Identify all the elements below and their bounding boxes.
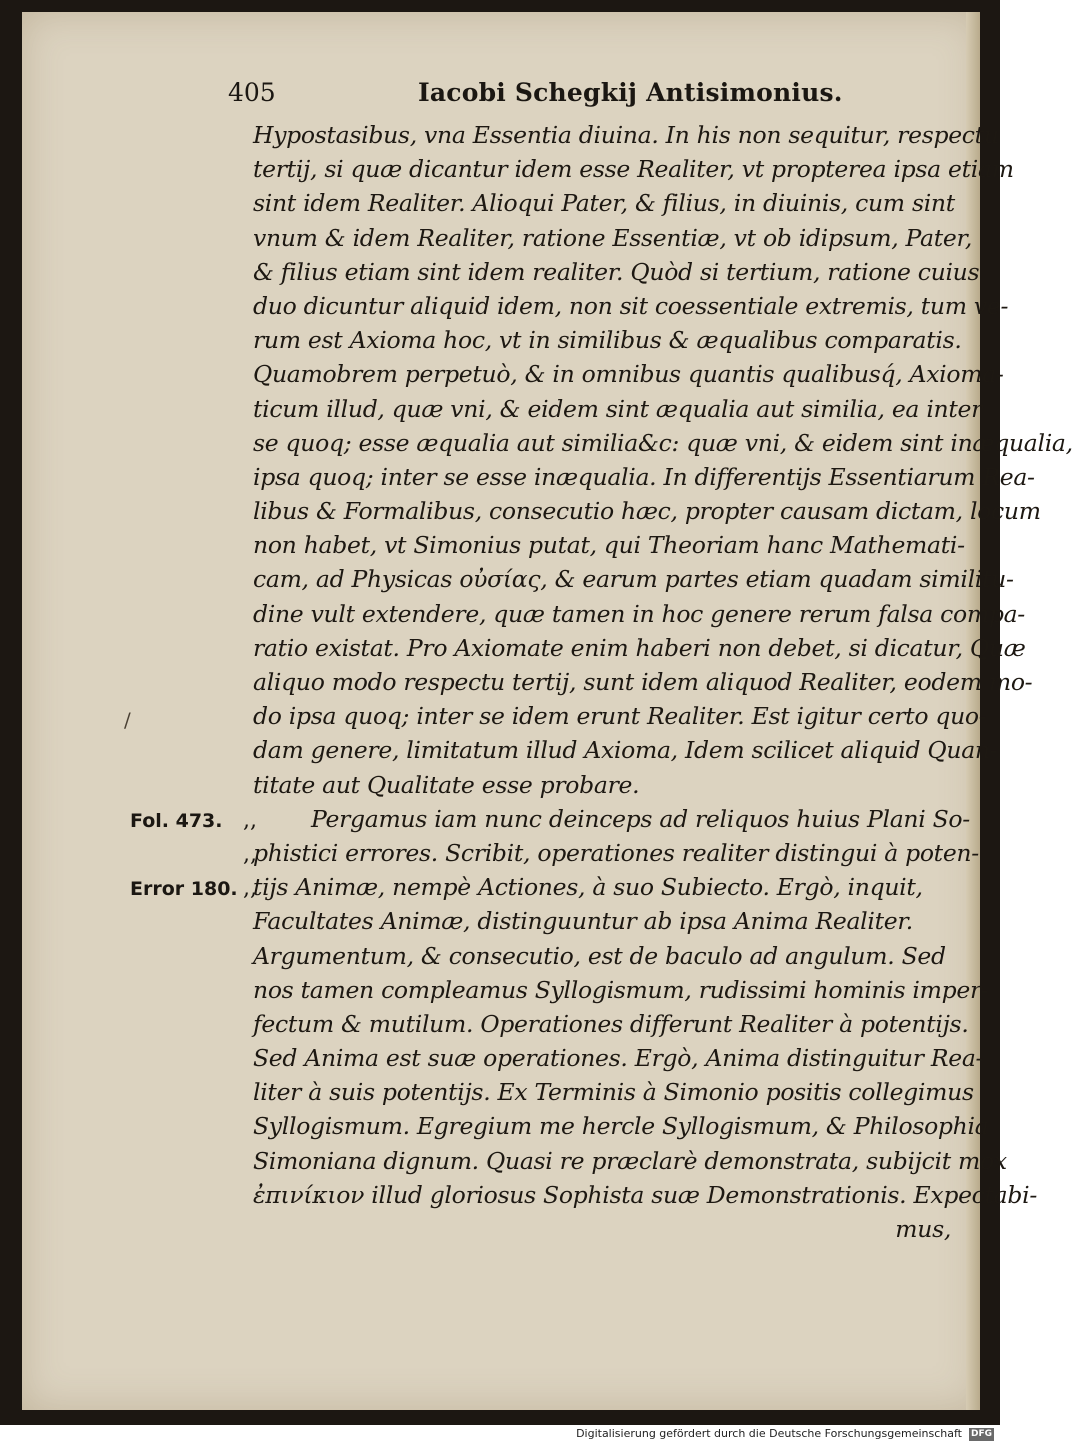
running-title: Iacobi Schegkij Antisimonius.	[418, 78, 843, 107]
text-line: dam genere, limitatum illud Axioma, Idem scilicet aliquid Quan-	[253, 736, 998, 765]
text-line: Hypostasibus, vna Essentia diuina. In his non sequitur, respectu	[253, 121, 999, 149]
text-line: phistici errores. Scribit, operationes realiter distingui à poten-	[253, 838, 979, 867]
text-line: ipsa quoq; inter se esse inæqualia. In differentijs Essentiarum Rea-	[253, 462, 1035, 491]
text-line: Facultates Animæ, distinguuntur ab ipsa Anima Realiter.	[253, 907, 913, 936]
text-line: liter à suis potentijs. Ex Terminis à Simonio positis collegimus	[253, 1078, 974, 1107]
text-line: titate aut Qualitate esse probare.	[253, 770, 640, 799]
dfg-logo: DFG	[970, 1429, 992, 1439]
text-line: libus & Formalibus, consecutio hæc, propter causam dictam, locum	[253, 497, 1041, 526]
page-number: 405	[228, 78, 276, 107]
text-line: mus,	[895, 1215, 951, 1243]
text-line: dine vult extendere, quæ tamen in hoc genere rerum falsa compa-	[253, 599, 1025, 628]
footer-bar	[0, 1425, 1000, 1445]
text-line: non habet, vt Simonius putat, qui Theoriam hanc Mathemati-	[253, 531, 965, 560]
text-line: Pergamus iam nunc deinceps ad reliquos huius Plani So-	[311, 804, 970, 833]
text-line: do ipsa quoq; inter se idem erunt Realiter. Est igitur certo quo-	[253, 702, 987, 731]
margin-note-error: Error 180.	[130, 878, 238, 900]
text-line: & filius etiam sint idem realiter. Quòd si tertium, ratione cuius	[253, 257, 980, 286]
text-line: ticum illud, quæ vni, & eidem sint æqualia aut similia, ea inter	[253, 394, 983, 423]
text-line: rum est Axioma hoc, vt in similibus & æqualibus comparatis.	[253, 326, 962, 355]
text-line: ratio existat. Pro Axiomate enim haberi non debet, si dicatur, Quæ	[253, 633, 1026, 662]
text-line: Simoniana dignum. Quasi re præclarè demonstrata, subijcit mox	[253, 1146, 1007, 1175]
text-line: nos tamen compleamus Syllogismum, rudissimi hominis imper-	[253, 975, 989, 1004]
text-line: sint idem Realiter. Alioqui Pater, & filius, in diuinis, cum sint	[253, 189, 955, 218]
text-line: Argumentum, & consecutio, est de baculo ad angulum. Sed	[253, 941, 946, 970]
text-line: Syllogismum. Egregium me hercle Syllogismum, & Philosophia	[253, 1112, 989, 1141]
quote-mark: ,,	[243, 876, 257, 901]
text-line: Sed Anima est suæ operationes. Ergò, Anima distinguitur Rea-	[253, 1044, 984, 1073]
quote-mark: ,,	[243, 808, 257, 833]
text-line: cam, ad Physicas οὐσίας, & earum partes etiam quadam similitu-	[253, 565, 1014, 594]
text-line: vnum & idem Realiter, ratione Essentiæ, vt ob idipsum, Pater,	[253, 223, 972, 252]
margin-tick-mark: /	[124, 708, 131, 732]
text-line: tijs Animæ, nempè Actiones, à suo Subiecto. Ergò, inquit,	[253, 873, 923, 902]
quote-mark: ,,	[243, 842, 257, 867]
funding-credit: Digitalisierung gefördert durch die Deutsche Forschungsgemeinschaft	[576, 1427, 962, 1440]
text-line: fectum & mutilum. Operationes differunt Realiter à potentijs.	[253, 1009, 969, 1038]
margin-note-folio: Fol. 473.	[130, 810, 223, 832]
text-line: se quoq; esse æqualia aut similia&c: quæ vni, & eidem sint inæqualia,	[253, 428, 1073, 457]
text-line: Quamobrem perpetuò, & in omnibus quantis qualibusq́, Axioma-	[253, 360, 1004, 389]
body-text	[253, 118, 1073, 1246]
text-line: ἐπινίκιον illud gloriosus Sophista suæ Demonstrationis. Expectabi-	[253, 1180, 1037, 1209]
text-line: tertij, si quæ dicantur idem esse Realiter, vt propterea ipsa etiam	[253, 155, 1014, 184]
text-line: aliquo modo respectu tertij, sunt idem aliquod Realiter, eodem mo-	[253, 668, 1033, 696]
text-line: duo dicuntur aliquid idem, non sit coessentiale extremis, tum ve-	[253, 291, 1009, 320]
